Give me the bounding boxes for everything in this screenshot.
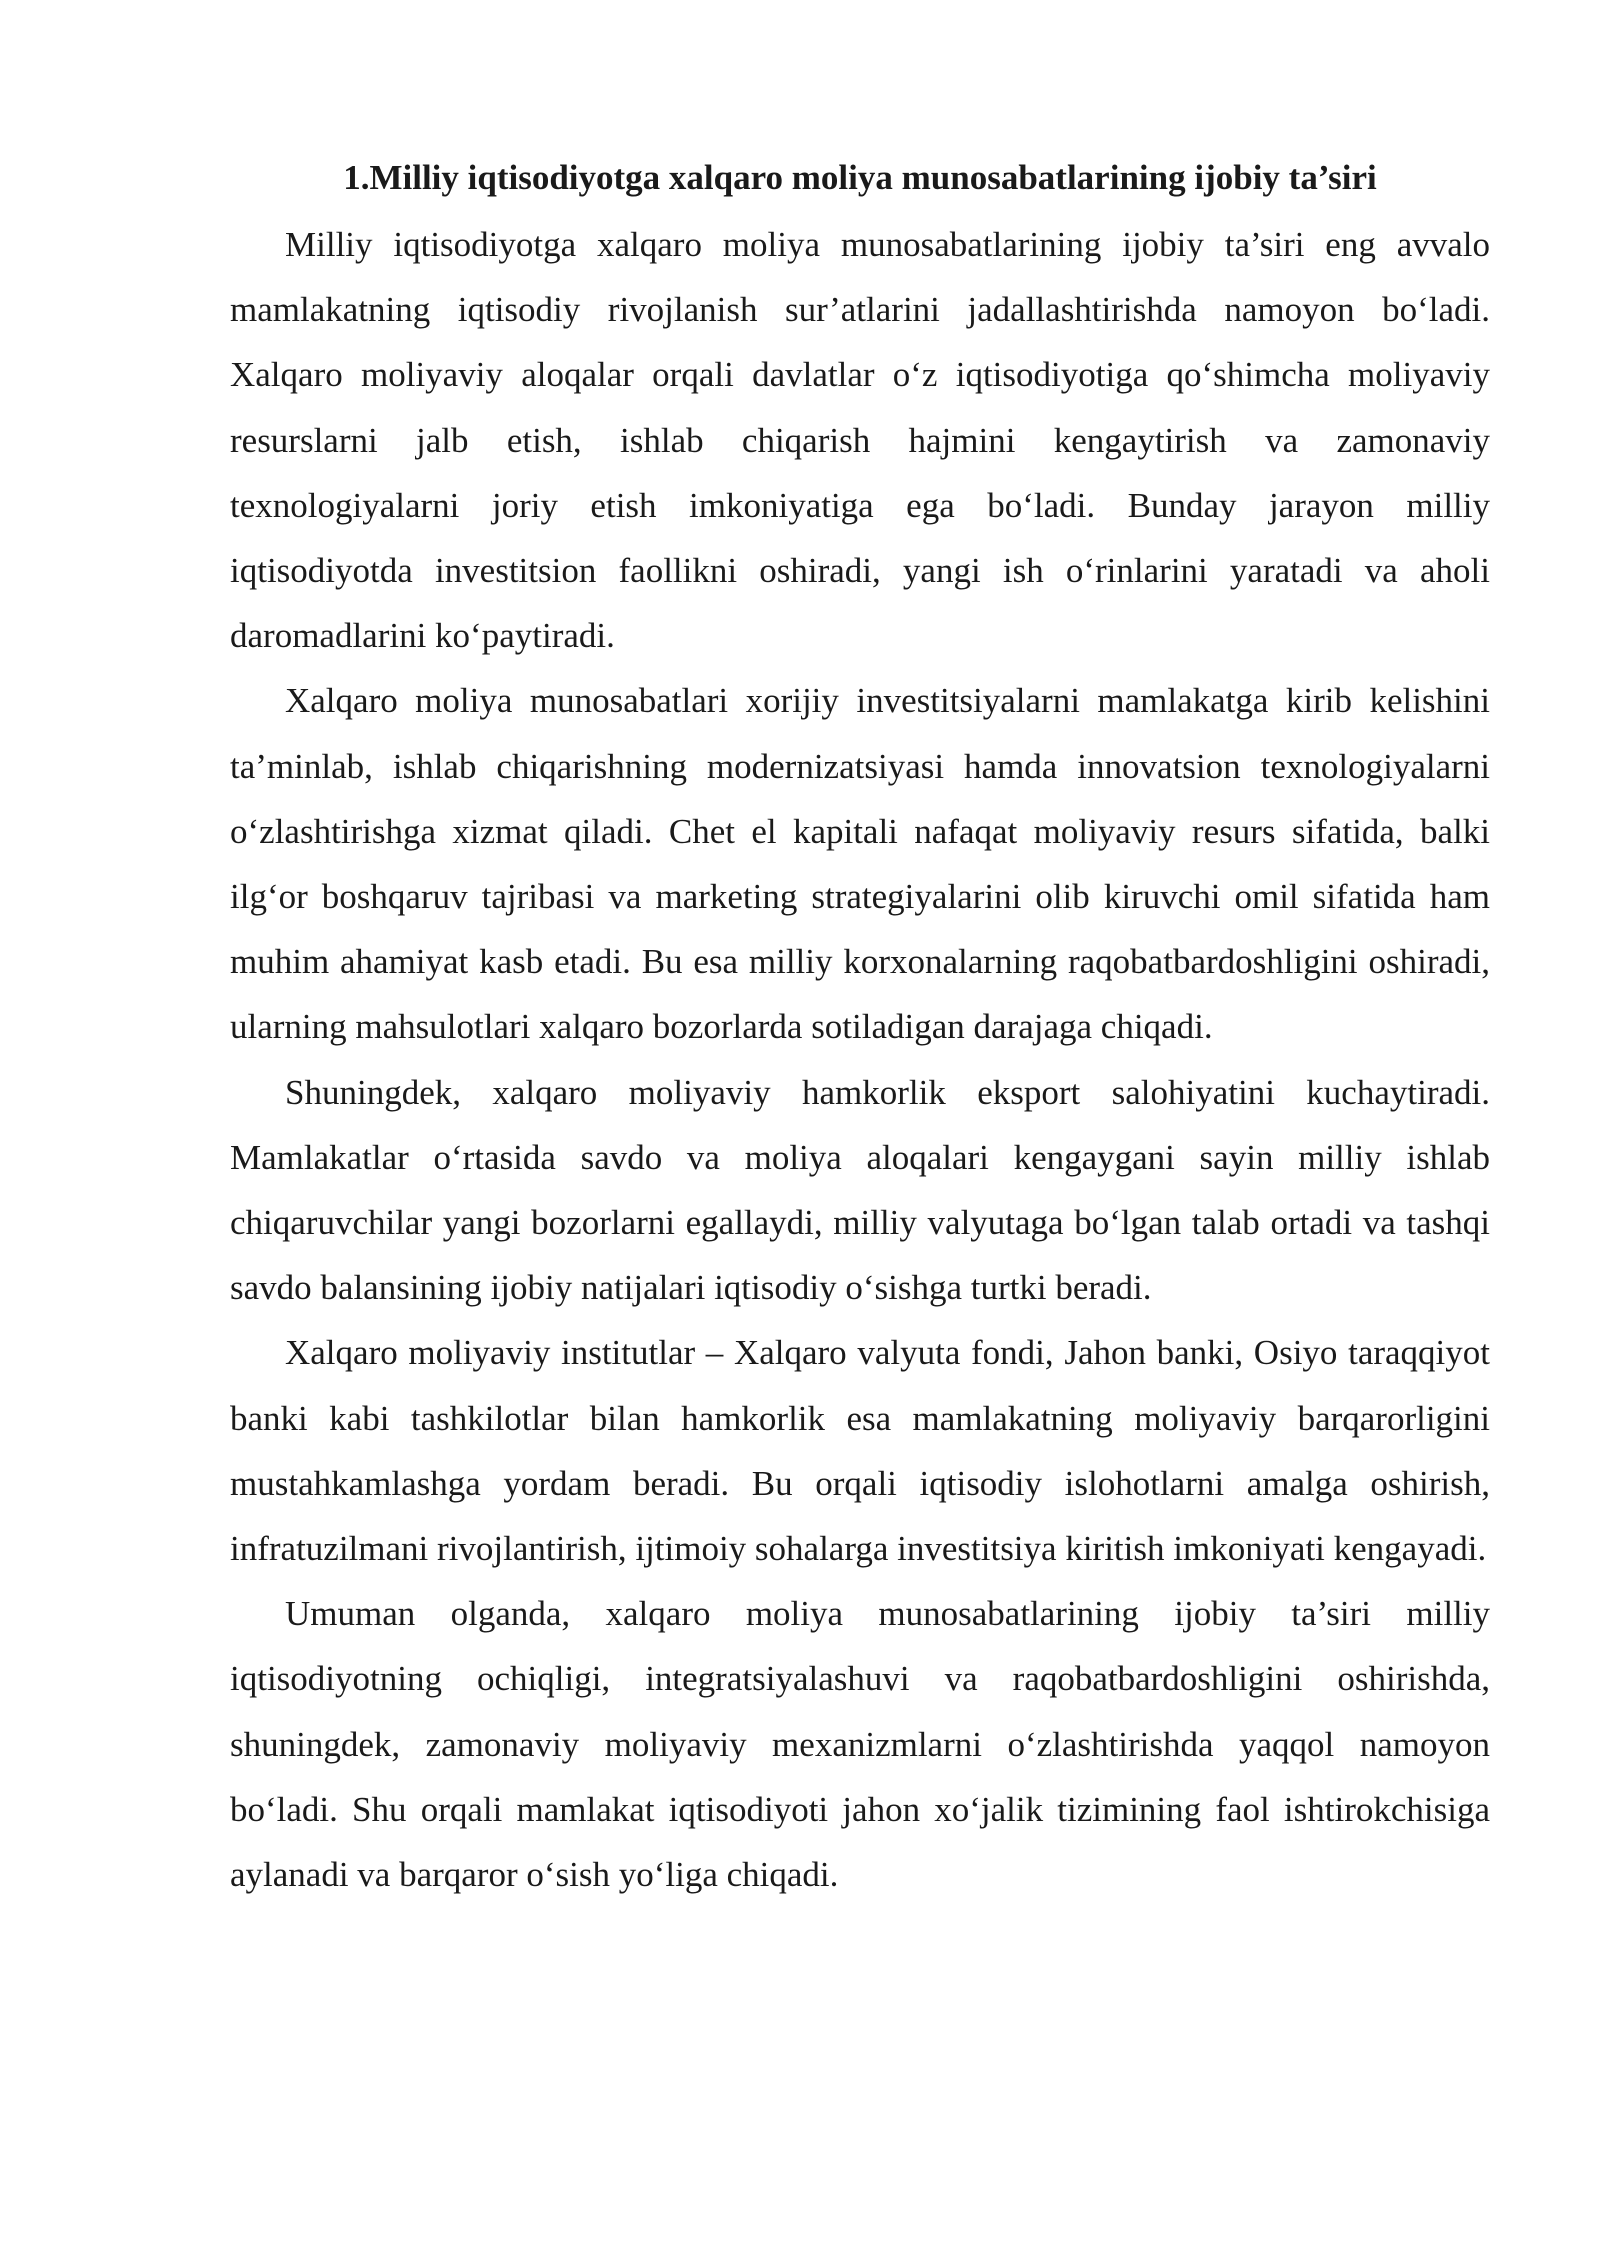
paragraph-2: Xalqaro moliya munosabatlari xorijiy investitsiyalarni mamlakatga kirib kelishini ta’minlab, ishlab chiqarishning modernizatsiyasi hamda innovatsion texnologiyalarni o‘zlashtirishga xizmat qiladi. Chet el kapitali nafaqat moliyaviy resurs sifatida, balki ilg‘or boshqaruv tajribasi va marketing strategiyalarini olib kiruvchi omil sifatida ham muhim ahamiyat kasb etadi. Bu esa milliy korxonalarning raqobatbardoshligini oshiradi, ularning mahsulotlari xalqaro bozorlarda sotiladigan darajaga chiqadi. — [230, 681, 1490, 1047]
paragraph-4: Xalqaro moliyaviy institutlar – Xalqaro valyuta fondi, Jahon banki, Osiyo taraqqiyot banki kabi tashkilotlar bilan hamkorlik esa mamlakatning moliyaviy barqarorligini mustahkamlashga yordam beradi. Bu orqali iqtisodiy islohotlarni amalga oshirish, infratuzilmani rivojlantirish, ijtimoiy sohalarga investitsiya kiritish imkoniyati kengayadi. — [230, 1333, 1490, 1569]
document-page — [230, 150, 1490, 1907]
paragraph-1: Milliy iqtisodiyotga xalqaro moliya munosabatlarining ijobiy ta’siri eng avvalo mamlakatning iqtisodiy rivojlanish sur’atlarini jadallashtirishda namoyon bo‘ladi. Xalqaro moliyaviy aloqalar orqali davlatlar o‘z iqtisodiyotiga qo‘shimcha moliyaviy resurslarni jalb etish, ishlab chiqarish hajmini kengaytirish va zamonaviy texnologiyalarni joriy etish imkoniyatiga ega bo‘ladi. Bunday jarayon milliy iqtisodiyotda investitsion faollikni oshiradi, yangi ish o‘rinlarini yaratadi va aholi daromadlarini ko‘paytiradi. — [230, 225, 1490, 656]
section-heading: 1.Milliy iqtisodiyotga xalqaro moliya munosabatlarining ijobiy ta’siri — [343, 158, 1377, 197]
paragraph-5: Umuman olganda, xalqaro moliya munosabatlarining ijobiy ta’siri milliy iqtisodiyotning ochiqligi, integratsiyalashuvi va raqobatbardoshligini oshirishda, shuningdek, zamonaviy moliyaviy mexanizmlarni o‘zlashtirishda yaqqol namoyon bo‘ladi. Shu orqali mamlakat iqtisodiyoti jahon xo‘jalik tizimining faol ishtirokchisiga aylanadi va barqaror o‘sish yo‘liga chiqadi. — [230, 1594, 1490, 1895]
paragraph-3: Shuningdek, xalqaro moliyaviy hamkorlik eksport salohiyatini kuchaytiradi. Mamlakatlar o‘rtasida savdo va moliya aloqalari kengaygani sayin milliy ishlab chiqaruvchilar yangi bozorlarni egallaydi, milliy valyutaga bo‘lgan talab ortadi va tashqi savdo balansining ijobiy natijalari iqtisodiy o‘sishga turtki beradi. — [230, 1072, 1490, 1308]
